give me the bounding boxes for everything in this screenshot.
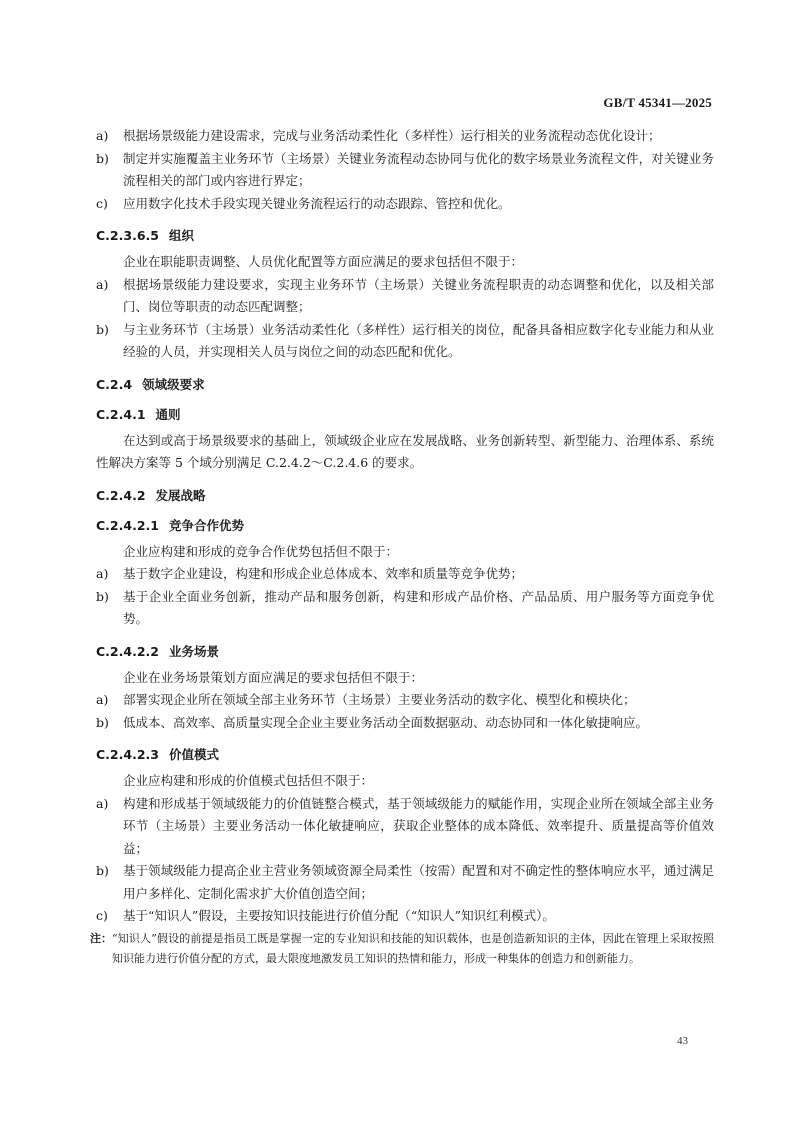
list-item bbox=[96, 274, 714, 319]
list-marker: a) bbox=[96, 276, 109, 292]
document-body bbox=[90, 125, 714, 969]
paragraph: 企业在业务场景策划方面应满足的要求包括但不限于： bbox=[123, 669, 424, 685]
paragraph: 企业在职能职责调整、人员优化配置等方面应满足的要求包括但不限于： bbox=[123, 254, 524, 269]
list-marker: b) bbox=[96, 150, 109, 166]
list-item bbox=[96, 125, 714, 148]
list-item bbox=[96, 586, 714, 631]
list-item bbox=[96, 689, 714, 712]
section-title: 竞争合作优势 bbox=[168, 517, 244, 533]
list-item-text: 基于数字企业建设，构建和形成企业总体成本、效率和质量等竞争优势； bbox=[123, 566, 524, 581]
section-heading bbox=[96, 406, 714, 424]
section-number: C.2.4.2 bbox=[96, 487, 146, 503]
list-item bbox=[96, 193, 714, 216]
section-title: 通则 bbox=[155, 406, 181, 422]
standard-number: GB/T 45341—2025 bbox=[603, 95, 712, 110]
section-title: 价值模式 bbox=[168, 747, 219, 762]
paragraph: 企业应构建和形成的价值模式包括但不限于： bbox=[123, 773, 374, 788]
list-item-text: 与主业务环节（主场景）业务活动柔性化（多样性）运行相关的岗位，配备具备相应数字化专业能力和从业经验的人员，并实现相关人员与岗位之间的动态匹配和优化。 bbox=[123, 321, 714, 359]
list-marker: b) bbox=[96, 321, 109, 337]
section-number: C.2.4.2.3 bbox=[96, 747, 159, 762]
list-item bbox=[96, 860, 714, 905]
list-marker: b) bbox=[96, 863, 109, 878]
list-marker: b) bbox=[96, 714, 109, 730]
section-number: C.2.3.6.5 bbox=[96, 228, 159, 243]
list-item bbox=[96, 319, 714, 364]
section-title: 领域级要求 bbox=[142, 376, 205, 392]
list-marker: a) bbox=[96, 128, 109, 143]
section-heading bbox=[96, 376, 714, 394]
note-label: 注： bbox=[90, 931, 112, 945]
list-item bbox=[96, 148, 714, 193]
list-marker: a) bbox=[96, 692, 109, 707]
section-number: C.2.4.2.1 bbox=[96, 517, 159, 533]
section-number: C.2.4.1 bbox=[96, 406, 146, 422]
list-item-text: 基于企业全面业务创新，推动产品和服务创新，构建和形成产品价格、产品品质、用户服务等方面竞争优势。 bbox=[123, 588, 714, 626]
list-marker: c) bbox=[96, 908, 108, 923]
list-item bbox=[96, 793, 714, 861]
section-title: 组织 bbox=[168, 228, 194, 243]
section-title: 发展战略 bbox=[155, 487, 206, 503]
section-heading bbox=[96, 746, 714, 764]
section-number: C.2.4.2.2 bbox=[96, 643, 159, 659]
list-marker: b) bbox=[96, 588, 109, 604]
section-heading bbox=[96, 227, 714, 245]
list-item bbox=[96, 712, 714, 735]
paragraph: 企业应构建和形成的竞争合作优势包括但不限于： bbox=[123, 543, 399, 559]
list-item-text: 构建和形成基于领域级能力的价值链整合模式，基于领域级能力的赋能作用，实现企业所在领域全部主业务环节（主场景）主要业务活动一体化敏捷响应，获取企业整体的成本降低、效率提升、质量提高等价值效益； bbox=[123, 795, 714, 856]
list-item-text: 根据场景级能力建设要求，实现主业务环节（主场景）关键业务流程职责的动态调整和优化，以及相关部门、岗位等职责的动态匹配调整； bbox=[123, 276, 714, 314]
list-item-text: 制定并实施覆盖主业务环节（主场景）关键业务流程动态协同与优化的数字场景业务流程文件，对关键业务流程相关的部门或内容进行界定； bbox=[123, 150, 714, 188]
section-heading bbox=[96, 643, 714, 661]
paragraph: 在达到或高于场景级要求的基础上，领域级企业应在发展战略、业务创新转型、新型能力、治理体系、系统性解决方案等 5 个域分别满足 C.2.4.2～C.2.4.6 的要求。 bbox=[96, 432, 714, 470]
list-item bbox=[96, 563, 714, 586]
list-item-text: 根据场景级能力建设需求，完成与业务活动柔性化（多样性）运行相关的业务流程动态优化设计； bbox=[123, 128, 661, 143]
list-item-text: 基于“知识人”假设，主要按知识技能进行价值分配（“知识人”知识红利模式）。 bbox=[123, 908, 555, 923]
list-marker: c) bbox=[96, 195, 108, 211]
list-item-text: 部署实现企业所在领域全部主业务环节（主场景）主要业务活动的数字化、模型化和模块化； bbox=[123, 692, 636, 707]
page-number: 43 bbox=[677, 1035, 688, 1047]
note bbox=[90, 929, 714, 969]
section-title: 业务场景 bbox=[168, 643, 219, 659]
section-number: C.2.4 bbox=[96, 376, 133, 392]
section-heading bbox=[96, 487, 714, 505]
list-marker: a) bbox=[96, 566, 109, 581]
list-item-text: 应用数字化技术手段实现关键业务流程运行的动态跟踪、管控和优化。 bbox=[123, 195, 511, 211]
list-marker: a) bbox=[96, 795, 109, 811]
section-heading bbox=[96, 517, 714, 535]
list-item-text: 低成本、高效率、高质量实现全企业主要业务活动全面数据驱动、动态协同和一体化敏捷响应。 bbox=[123, 714, 649, 730]
note-text: “知识人”假设的前提是指员工既是掌握一定的专业知识和技能的知识载体，也是创造新知识的主体，因此在管理上采取按照知识能力进行价值分配的方式，最大限度地激发员工知识的热情和能力，形成一种集体的创造力和创新能力。 bbox=[112, 931, 714, 965]
list-item bbox=[96, 905, 714, 928]
list-item-text: 基于领域级能力提高企业主营业务领域资源全局柔性（按需）配置和对不确定性的整体响应水平，通过满足用户多样化、定制化需求扩大价值创造空间； bbox=[123, 863, 714, 901]
